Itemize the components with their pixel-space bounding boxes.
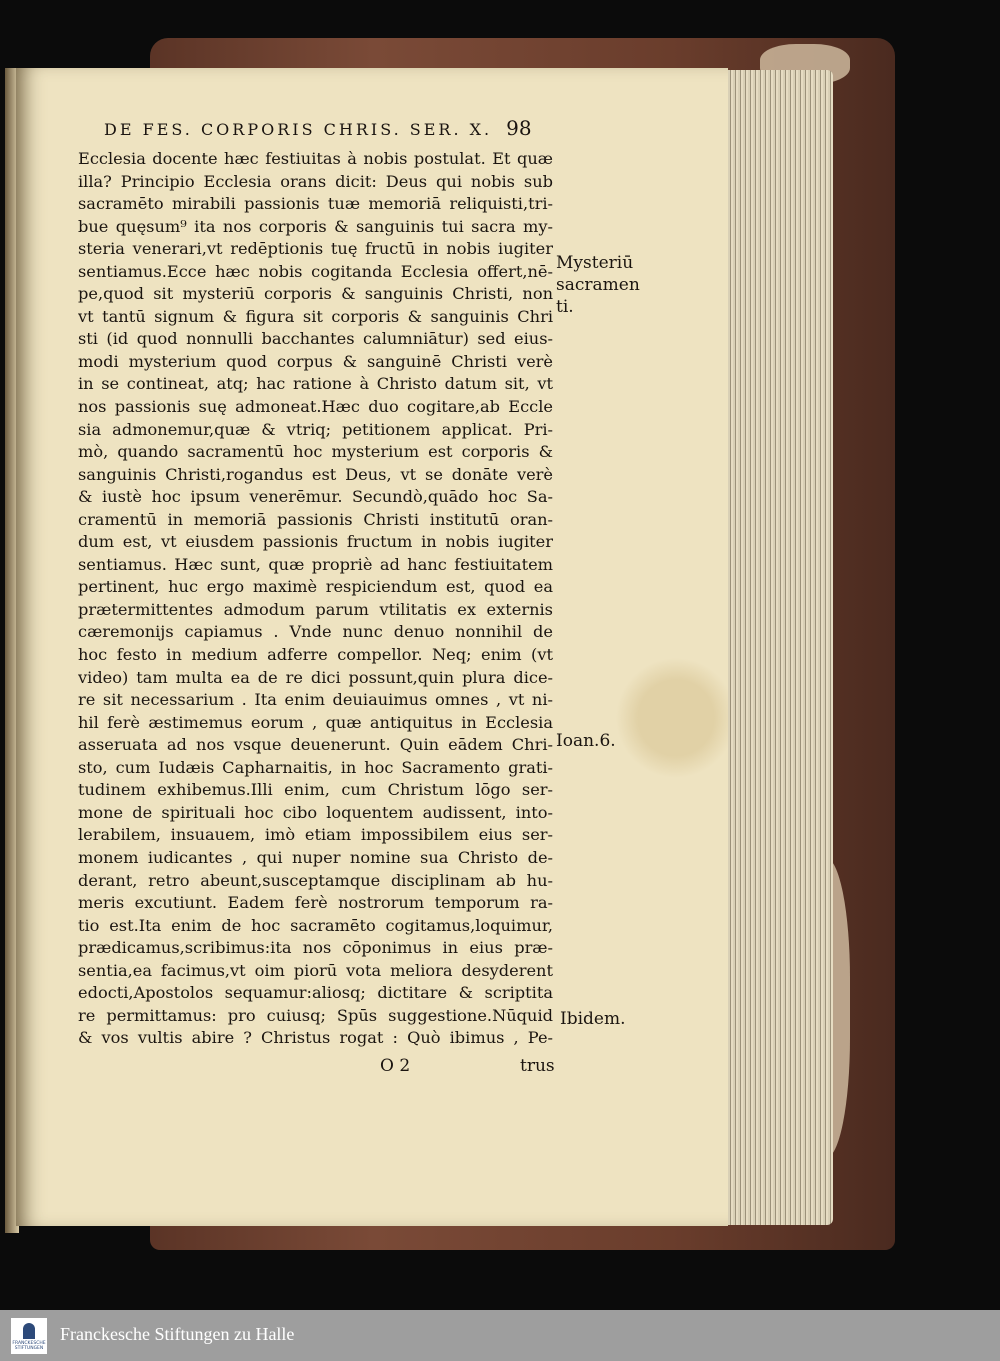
text-line: tio est.Ita enim de hoc sacramēto cogitamus,loquimur, xyxy=(78,915,553,935)
text-line: modi mysterium quod corpus & sanguinē Christi verè xyxy=(78,351,553,371)
logo-text-line: STIFTUNGEN xyxy=(14,1346,44,1351)
text-line: vt tantū signum & figura sit corporis & sanguinis Chri xyxy=(78,306,553,326)
body-text xyxy=(78,148,553,1050)
page-block-edge xyxy=(728,70,833,1225)
text-line: bue quęsum⁹ ita nos corporis & sanguinis tui sacra my- xyxy=(78,216,553,236)
margin-note-mysterium xyxy=(556,252,640,318)
text-line: video) tam multa ea de re dici possunt,quin plura dice- xyxy=(78,667,553,687)
text-line: illa? Principio Ecclesia orans dicit: Deus qui nobis sub xyxy=(78,171,553,191)
text-line: prætermittentes admodum parum vtilitatis ex externis xyxy=(78,599,553,619)
text-line: monem iudicantes , qui nuper nomine sua Christo de- xyxy=(78,847,553,867)
text-line: sentiamus.Ecce hæc nobis cogitanda Ecclesia offert,nē- xyxy=(78,261,553,281)
signature-mark: O 2 xyxy=(380,1056,411,1076)
text-line: Ecclesia docente hæc festiuitas à nobis postulat. Et quæ xyxy=(78,149,553,168)
institution-logo[interactable] xyxy=(11,1318,47,1354)
text-line: sanguinis Christi,rogandus est Deus, vt se donāte verè xyxy=(78,464,553,484)
text-line: sacramēto mirabili passionis tuæ memoriā reliquisti,tri- xyxy=(78,194,553,214)
running-head-title: DE FES. CORPORIS CHRIS. SER. X. xyxy=(104,120,493,139)
text-line: asseruata ad nos vsque deuenerunt. Quin eādem Chri- xyxy=(78,735,553,755)
text-line: sentia,ea facimus,vt oim piorū vota meliora desyderent xyxy=(78,960,553,980)
text-line: edocti,Apostolos sequamur:aliosq; dictitare & scriptita xyxy=(78,983,553,1003)
text-line: in se contineat, atq; hac ratione à Christo datum sit, vt xyxy=(78,374,553,394)
text-line: tudinem exhibemus.Illi enim, cum Christum lōgo ser- xyxy=(78,780,553,800)
text-line: steria venerari,vt redēptionis tuę fructū in nobis iugiter xyxy=(78,239,553,259)
text-line: sentiamus. Hæc sunt, quæ propriè ad hanc festiuitatem xyxy=(78,554,553,574)
text-line: sto, cum Iudæis Capharnaitis, in hoc Sacramento grati- xyxy=(78,757,553,777)
running-header xyxy=(104,116,532,140)
text-line: cæremonijs capiamus . Vnde nunc denuo nonnihil de xyxy=(78,622,553,642)
text-line: & vos vultis abire ? Christus rogat : Quò ibimus , Pe- xyxy=(78,1028,553,1048)
text-line: mone de spirituali hoc cibo loquentem audissent, into- xyxy=(78,802,553,822)
folio-number: 98 xyxy=(506,116,532,140)
text-line: dum est, vt eiusdem passionis fructum in nobis iugiter xyxy=(78,532,553,552)
footer-bar xyxy=(0,1310,1000,1361)
institution-name[interactable]: Franckesche Stiftungen zu Halle xyxy=(60,1324,295,1344)
text-line: prædicamus,scribimus:ita nos cōponimus in eius præ- xyxy=(78,938,553,958)
text-line: re permittamus: pro cuiusq; Spūs suggestione.Nūquid xyxy=(78,1005,553,1025)
text-line: pe,quod sit mysteriū corporis & sanguinis Christi, non xyxy=(78,284,553,304)
text-line: derant, retro abeunt,susceptamque disciplinam ab hu- xyxy=(78,870,553,890)
margin-note-ibidem: Ibidem. xyxy=(560,1009,626,1029)
building-icon xyxy=(23,1323,35,1339)
text-line: meris excutiunt. Eadem ferè nostrorum temporum ra- xyxy=(78,893,553,913)
text-line: cramentū in memoriā passionis Christi institutū oran- xyxy=(78,509,553,529)
text-line: re sit necessarium . Ita enim deuiauimus omnes , vt ni- xyxy=(78,690,553,710)
text-line: hoc festo in medium adferre compellor. Neq; enim (vt xyxy=(78,645,553,665)
text-line: lerabilem, insuauem, imò etiam impossibilem eius ser- xyxy=(78,825,553,845)
margin-note-line: Mysteriū xyxy=(556,253,634,273)
text-line: hil ferè æstimemus eorum , quæ antiquitus in Ecclesia xyxy=(78,712,553,732)
text-line: sia admonemur,quæ & vtriq; petitionem applicat. Pri- xyxy=(78,419,553,439)
catchword: trus xyxy=(520,1056,555,1076)
text-line: pertinent, huc ergo maximè respiciendum est, quod ea xyxy=(78,577,553,597)
text-line: & iustè hoc ipsum venerēmur. Secundò,quādo hoc Sa- xyxy=(78,487,553,507)
margin-note-line: sacramen xyxy=(556,275,640,295)
margin-note-ioan: Ioan.6. xyxy=(556,731,616,751)
text-line: sti (id quod nonnulli bacchantes calumniātur) sed eius- xyxy=(78,329,553,349)
logo-text-line: FRANCKESCHE xyxy=(12,1341,46,1346)
text-line: mò, quando sacramentū hoc mysterium est corporis & xyxy=(78,442,553,462)
margin-note-line: ti. xyxy=(556,297,574,317)
text-line: nos passionis suę admoneat.Hæc duo cogitare,ab Eccle xyxy=(78,397,553,417)
